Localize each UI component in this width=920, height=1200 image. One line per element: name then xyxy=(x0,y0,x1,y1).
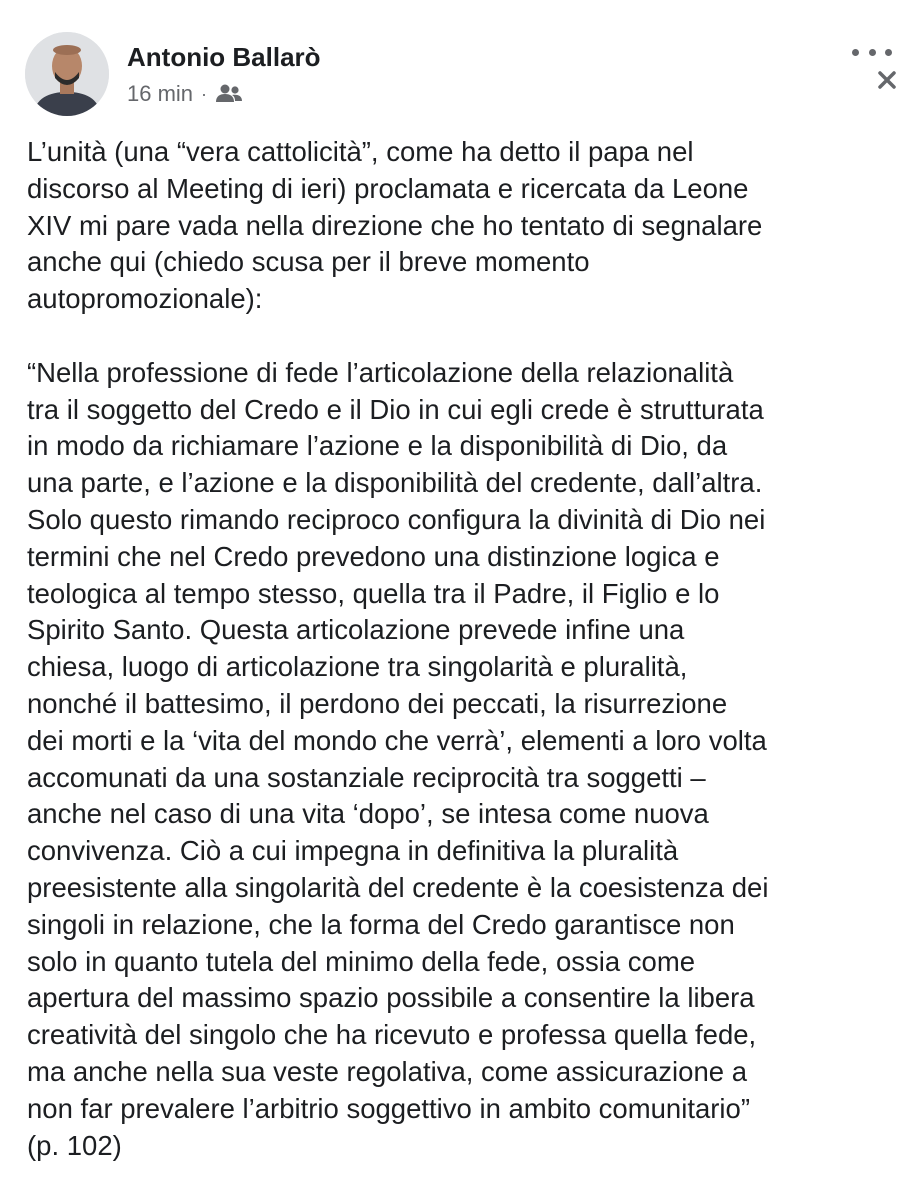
text-line: non far prevalere l’arbitrio soggettivo in ambito comunitario” xyxy=(27,1092,750,1124)
text-line: ma anche nella sua veste regolativa, come assicurazione a xyxy=(27,1055,747,1087)
text-line: dei morti e la ‘vita del mondo che verrà’, elementi a loro volta xyxy=(27,724,767,756)
text-line: L’unità (una “vera cattolicità”, come ha detto il papa nel xyxy=(27,136,694,167)
avatar-photo xyxy=(25,32,109,116)
text-line: creatività del singolo che ha ricevuto e professa quella fede, xyxy=(27,1019,757,1051)
text-line: una parte, e l’azione e la disponibilità del credente, dall’altra. xyxy=(27,467,763,499)
text-line: “Nella professione di fede l’articolazione della relazionalità xyxy=(27,356,734,388)
post-timestamp[interactable]: 16 min xyxy=(127,81,194,106)
text-line: accomunati da una sostanziale reciprocità tra soggetti – xyxy=(27,761,706,793)
text-line: anche nel caso di una vita ‘dopo’, se intesa come nuova xyxy=(27,798,709,830)
text-line: preesistente alla singolarità del credente è la coesistenza dei xyxy=(27,871,769,903)
text-line: solo in quanto tutela del minimo della fede, ossia come xyxy=(27,945,696,977)
paragraph-gap xyxy=(27,318,907,355)
close-icon[interactable] xyxy=(872,68,912,98)
text-line: termini che nel Credo prevedono una distinzione logica e xyxy=(27,540,720,572)
author-name[interactable]: Antonio Ballarò xyxy=(127,42,321,72)
more-options-icon[interactable] xyxy=(852,40,892,64)
text-line: (p. 102) xyxy=(27,1129,122,1161)
text-line: autopromozionale): xyxy=(27,283,263,315)
text-line: Spirito Santo. Questa articolazione prevede infine una xyxy=(27,614,685,646)
meta-separator: · xyxy=(201,83,208,104)
post-header xyxy=(0,0,920,130)
text-line: tra il soggetto del Credo e il Dio in cui egli crede è strutturata xyxy=(27,393,764,425)
text-line: XIV mi pare vada nella direzione che ho tentato di segnalare xyxy=(27,209,763,241)
text-line: nonché il battesimo, il perdono dei peccati, la risurrezione xyxy=(27,687,728,719)
avatar[interactable] xyxy=(25,32,109,116)
text-line: anche qui (chiedo scusa per il breve momento xyxy=(27,246,590,278)
post-meta xyxy=(127,80,243,108)
text-line: Solo questo rimando reciproco configura la divinità di Dio nei xyxy=(27,503,766,535)
text-line: singoli in relazione, che la forma del Credo garantisce non xyxy=(27,908,735,940)
text-line: in modo da richiamare l’azione e la disponibilità di Dio, da xyxy=(27,430,728,462)
text-line: discorso al Meeting di ieri) proclamata e ricercata da Leone xyxy=(27,172,749,204)
friends-icon[interactable] xyxy=(215,83,243,105)
text-line: chiesa, luogo di articolazione tra singolarità e pluralità, xyxy=(27,651,688,683)
post-text xyxy=(27,134,907,1164)
text-line: teologica al tempo stesso, quella tra il Padre, il Figlio e lo xyxy=(27,577,720,609)
text-line: convivenza. Ciò a cui impegna in definitiva la pluralità xyxy=(27,835,679,867)
text-line: apertura del massimo spazio possibile a consentire la libera xyxy=(27,982,755,1014)
